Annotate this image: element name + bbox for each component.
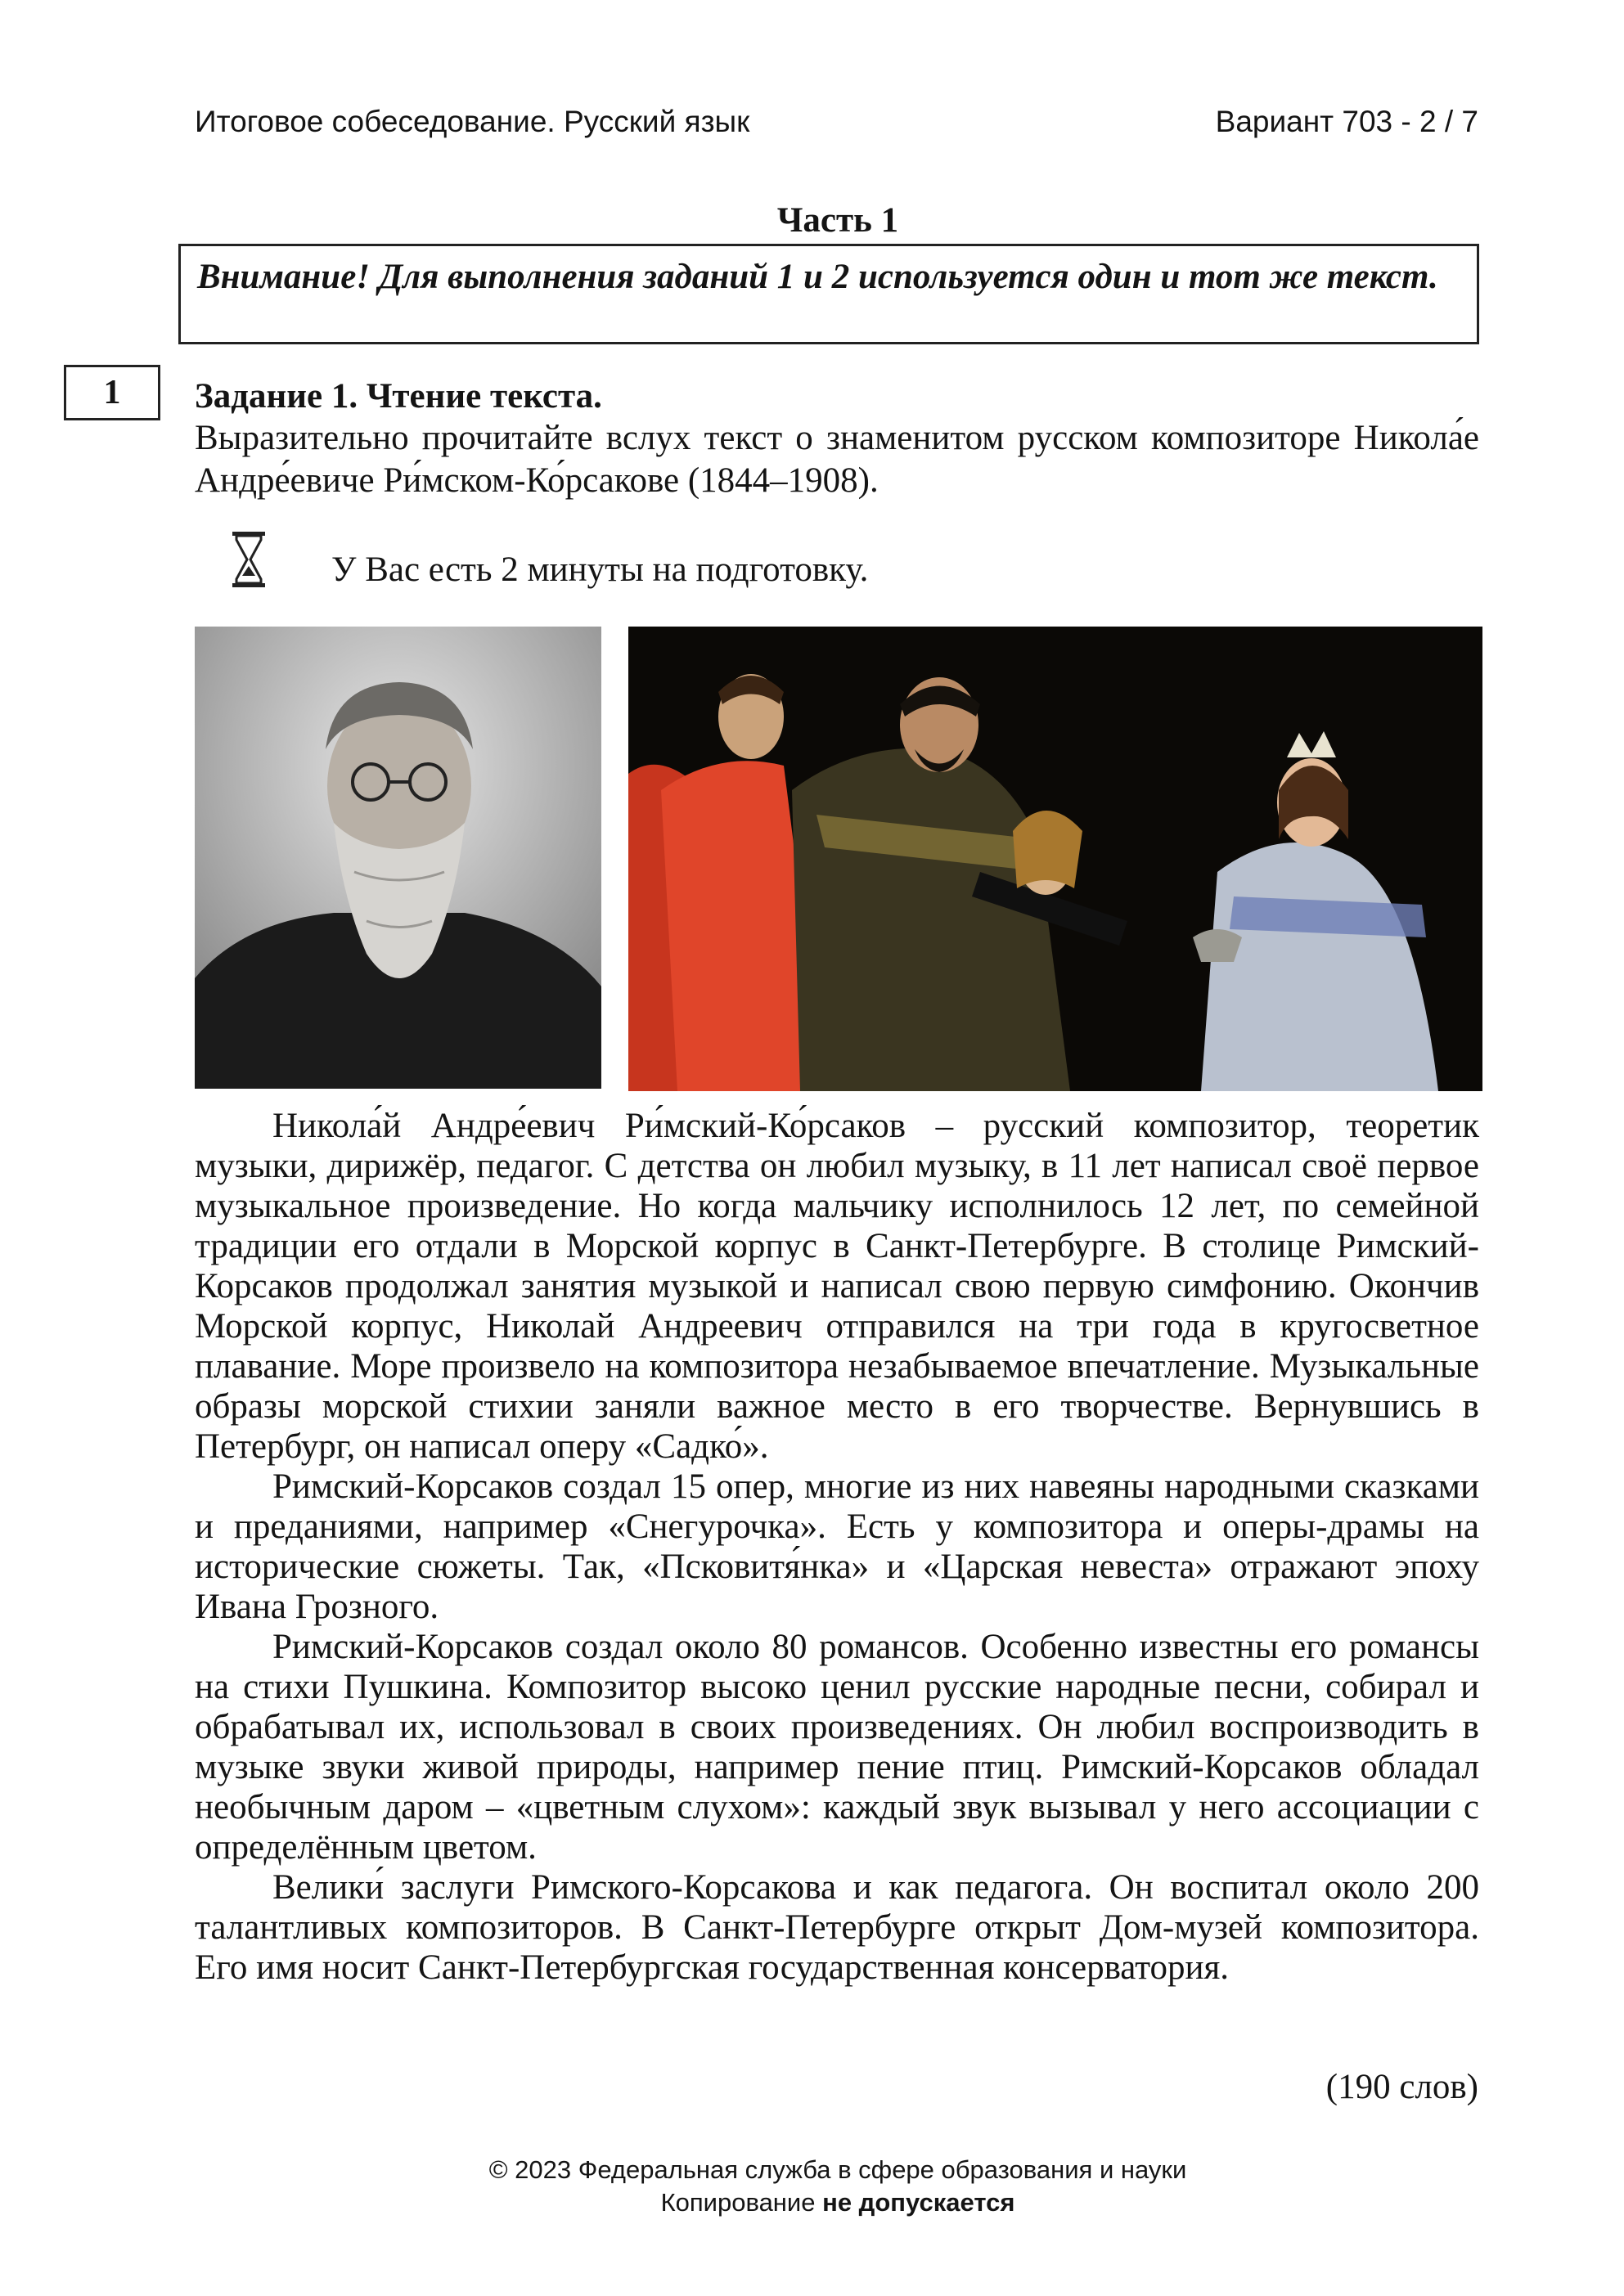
header-title: Итоговое собеседование. Русский язык (195, 105, 750, 138)
reading-text (195, 1106, 1479, 1988)
footer-copy-notice (0, 2186, 1624, 2219)
footer (0, 2154, 1624, 2219)
hourglass-icon (231, 530, 267, 589)
footer-copy-bold: не допускается (822, 2188, 1015, 2217)
header-variant: Вариант 703 - 2 / 7 (1215, 105, 1478, 138)
footer-copy-prefix: Копирование (660, 2188, 823, 2217)
paragraph-2: Римский-Корсаков создал 15 опер, многие из них навеяны народными сказками и преданиями, например «Снегурочка». Есть у композитора и оперы-драмы на исторические сюжеты. Так, «Псковитя́нка» и «Царская невеста» отражают эпоху Ивана Грозного. (195, 1467, 1479, 1626)
task-number-box: 1 (64, 365, 160, 420)
opera-scene-photo (628, 627, 1482, 1091)
task-title: Задание 1. Чтение текста. (195, 377, 602, 416)
word-count: (190 слов) (1325, 2068, 1478, 2106)
attention-notice: Внимание! Для выполнения заданий 1 и 2 используется один и тот же текст. (178, 244, 1479, 344)
paragraph-1: Никола́й Андре́евич Ри́мский-Ко́рсаков – русский композитор, теоретик музыки, дирижёр, педагог. С детства он любил музыку, в 11 лет написал своё первое музыкальное произведение. Но когда мальчику исполнилось 12 лет, по семейной традиции его отдали в Морской корпус в Санкт-Петербурге. В столице Римский-Корсаков продолжал занятия музыкой и написал свою первую симфонию. Окончив Морской корпус, Николай Андреевич отправился на три года в кругосветное плавание. Море произвело на композитора незабываемое впечатление. Музыкальные образы морской стихии заняли важное место в его творчестве. Вернувшись в Петербург, он написал оперу «Садко́». (195, 1107, 1479, 1466)
part-title: Часть 1 (776, 201, 899, 240)
preparation-time: У Вас есть 2 минуты на подготовку. (331, 550, 869, 589)
paragraph-3: Римский-Корсаков создал около 80 романсов. Особенно известны его романсы на стихи Пушкина. Композитор высоко ценил русские народные песни, собирал и обрабатывал их, использовал в своих произведениях. Он любил воспроизводить в музыке звуки живой природы, например пение птиц. Римский-Корсаков обладал необычным даром – «цветным слухом»: каждый звук вызывал у него ассоциации с определённым цветом. (195, 1628, 1479, 1867)
footer-copyright: © 2023 Федеральная служба в сфере образования и науки (488, 2155, 1187, 2184)
portrait-photo (195, 627, 601, 1089)
paragraph-4: Велики́ заслуги Римского-Корсакова и как педагога. Он воспитал около 200 талантливых композиторов. В Санкт-Петербурге открыт Дом-музей композитора. Его имя носит Санкт-Петербургская государственная консерватория. (195, 1868, 1479, 1987)
task-instruction: Выразительно прочитайте вслух текст о знаменитом русском композиторе Никола́е Андре́евиче Ри́мском-Ко́рсакове (1844–1908). (195, 419, 1479, 500)
